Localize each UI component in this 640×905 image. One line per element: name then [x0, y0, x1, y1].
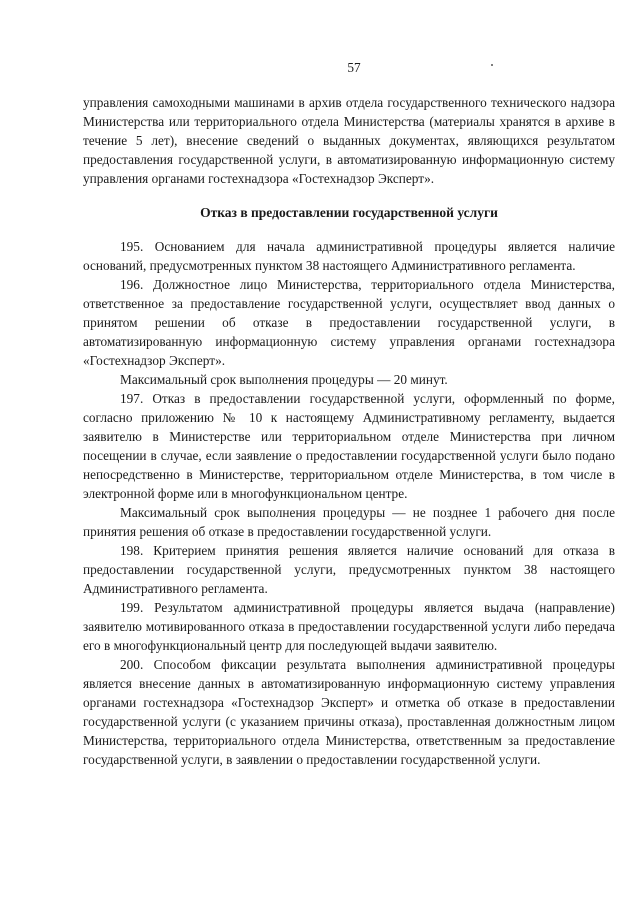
paragraph-196-deadline: Максимальный срок выполнения процедуры — 20 минут.	[120, 372, 448, 387]
paragraph-196: 196. Должностное лицо Министерства, территориального отдела Министерства, ответственное за предоставление государственной услуги, осуществляет ввод данных о принятом решении об отказе в предоставлении государственной услуги, в автоматизированную информационную систему управления органами гостехнадзора «Гостехнадзор Эксперт».	[83, 277, 615, 368]
section-heading: Отказ в предоставлении государственной услуги	[200, 205, 498, 220]
document-page	[83, 58, 615, 769]
paragraph-195: 195. Основанием для начала административной процедуры является наличие оснований, предусмотренных пунктом 38 настоящего Административного регламента.	[83, 239, 615, 273]
paragraph-198: 198. Критерием принятия решения является наличие оснований для отказа в предоставлении государственной услуги, предусмотренных пунктом 38 настоящего Административного регламента.	[83, 543, 615, 596]
paragraph-199: 199. Результатом административной процедуры является выдача (направление) заявителю мотивированного отказа в предоставлении государственной услуги либо передача его в многофункциональный центр для последующей выдачи заявителю.	[83, 600, 615, 653]
paragraph-200: 200. Способом фиксации результата выполнения административной процедуры является внесение данных в автоматизированную информационную систему управления органами гостехнадзора «Гостехнадзор Эксперт» и отметка об отказе в предоставлении государственной услуги (с указанием причины отказа), проставленная должностным лицом Министерства, территориального отдела Министерства, ответственным за предоставление государственной услуги, в заявлении о предоставлении государственной услуги.	[83, 657, 615, 767]
intro-paragraph: управления самоходными машинами в архив отдела государственного технического надзора Министерства или территориального отдела Министерства (материалы хранятся в архиве в течение 5 лет), внесение сведений о выданных документах, являющихся результатом предоставления государственной услуги, в автоматизированную информационную систему управления органами гостехнадзора «Гостехнадзор Эксперт».	[83, 95, 615, 186]
paragraph-197-deadline: Максимальный срок выполнения процедуры — не позднее 1 рабочего дня после принятия решения об отказе в предоставлении государственной услуги.	[83, 505, 615, 539]
page-number: 57	[347, 60, 361, 75]
paragraph-197: 197. Отказ в предоставлении государственной услуги, оформленный по форме, согласно приложению № 10 к настоящему Административному регламенту, выдается заявителю в Министерстве или территориальном отделе Министерства при личном посещении в случае, если заявление о предоставлении государственной услуги было подано непосредственно в Министерстве, территориальном отделе Министерства, в том числе в электронной форме или в многофункциональном центре.	[83, 391, 615, 501]
